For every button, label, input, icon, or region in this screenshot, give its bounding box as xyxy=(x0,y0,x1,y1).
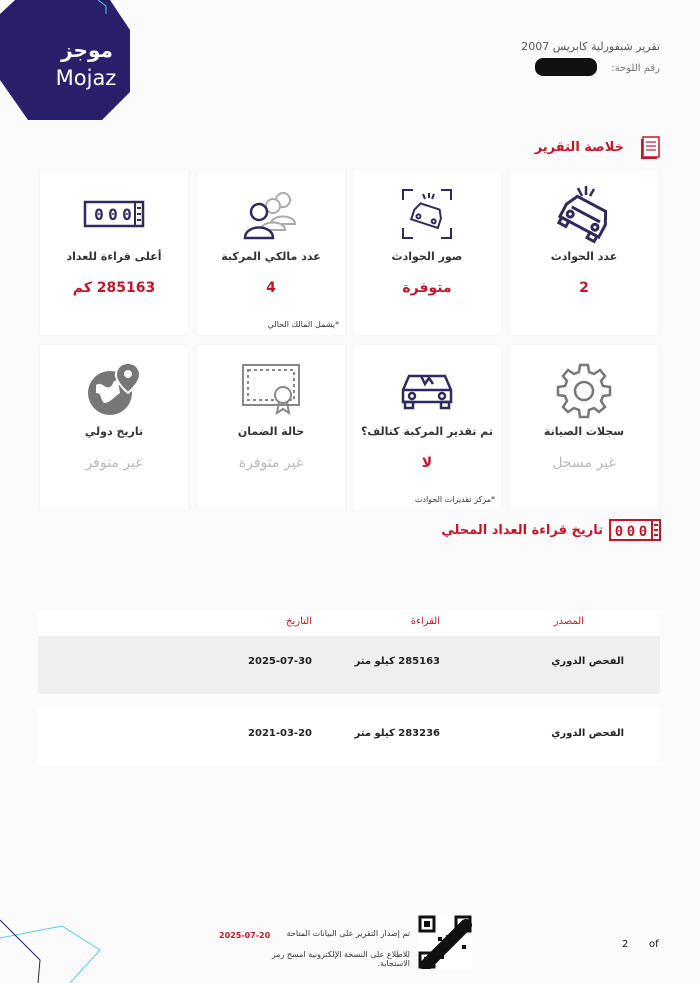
odometer-history-table xyxy=(38,610,660,766)
card-note: *يشمل المالك الحالي xyxy=(267,320,339,329)
header-reading: القراءة xyxy=(410,616,440,627)
card-value: متوفرة xyxy=(402,280,452,296)
plate-label: رقم اللوحة: xyxy=(611,63,660,74)
footer-issued-date: 2025-07-20 xyxy=(219,931,271,940)
header-date: التاريخ xyxy=(286,616,312,627)
card-value: 2 xyxy=(579,280,589,296)
card-international-history xyxy=(40,345,188,510)
owners-icon xyxy=(239,184,303,244)
logo-english-text: Mojaz xyxy=(55,66,117,90)
footer-issued-text: تم إصدار التقرير على البيانات المتاحة xyxy=(286,929,410,938)
card-label: عدد مالكي المركبة xyxy=(221,250,321,263)
card-total-loss xyxy=(353,345,501,510)
card-value: غير متوفر xyxy=(85,455,143,471)
mojaz-logo xyxy=(0,0,130,125)
summary-title: خلاصة التقرير xyxy=(534,140,624,155)
card-label: تم تقدير المركبة كتالف؟ xyxy=(361,425,493,438)
card-label: سجلات الصيانة xyxy=(543,425,625,438)
card-maintenance-records xyxy=(510,345,658,510)
card-accident-count xyxy=(510,170,658,335)
card-accident-photos xyxy=(353,170,501,335)
svg-text:0: 0 xyxy=(108,205,118,224)
plate-redaction xyxy=(535,58,597,76)
header-source: المصدر xyxy=(553,616,584,627)
row-reading: 283236 كيلو متر xyxy=(354,728,440,739)
row-source: الفحص الدوري xyxy=(551,728,624,739)
card-label: صور الحوادث xyxy=(391,250,463,263)
row-spacer xyxy=(38,694,660,708)
svg-text:0: 0 xyxy=(626,524,636,540)
page-of: of xyxy=(649,939,659,950)
card-value: لا xyxy=(421,455,433,471)
row-source: الفحص الدوري xyxy=(551,656,624,667)
card-value: غير متوفرة xyxy=(238,455,304,471)
card-value: غير مسجل xyxy=(552,455,616,471)
footer-scan-text: للاطلاع على النسخة الإلكترونية امسح رمز الاستجابة. xyxy=(271,950,410,968)
card-label: تاريخ دولي xyxy=(84,425,144,438)
card-max-odometer xyxy=(40,170,188,335)
svg-text:0: 0 xyxy=(122,205,132,224)
globe-location-icon xyxy=(84,359,144,419)
card-note: *مركز تقديرات الحوادث xyxy=(414,495,495,504)
card-value: 285163 كم xyxy=(72,280,156,296)
accident-photo-icon xyxy=(397,184,457,244)
svg-text:0: 0 xyxy=(614,524,624,540)
card-label: عدد الحوادث xyxy=(550,250,618,263)
table-header xyxy=(38,610,660,636)
card-label: أعلى قراءة للعداد xyxy=(66,250,162,263)
row-date: 2021-03-20 xyxy=(248,728,312,739)
row-reading: 285163 كيلو متر xyxy=(354,656,440,667)
report-title: تقرير شيفورلية كابريس 2007 xyxy=(521,40,660,53)
card-value: 4 xyxy=(266,280,276,296)
odometer-icon xyxy=(83,194,145,234)
report-document-icon xyxy=(639,136,661,160)
row-date: 2025-07-30 xyxy=(248,656,312,667)
odometer-history-title: تاريخ قراءة العداد المحلي xyxy=(441,523,603,538)
table-row xyxy=(38,708,660,766)
odometer-history-icon xyxy=(609,519,661,541)
logo-arabic-text: موجز xyxy=(61,38,113,62)
card-owners-count xyxy=(197,170,345,335)
qr-code xyxy=(418,915,472,969)
page-number: 2 xyxy=(622,939,629,950)
svg-text:0: 0 xyxy=(638,524,648,540)
damaged-car-icon xyxy=(397,364,457,414)
crashed-car-icon xyxy=(554,184,614,244)
corner-decoration xyxy=(0,900,110,983)
table-row xyxy=(38,636,660,694)
card-warranty-status xyxy=(197,345,345,510)
gear-icon xyxy=(554,359,614,419)
svg-text:0: 0 xyxy=(94,205,104,224)
card-label: حالة الضمان xyxy=(237,425,305,438)
warranty-certificate-icon xyxy=(239,361,303,417)
